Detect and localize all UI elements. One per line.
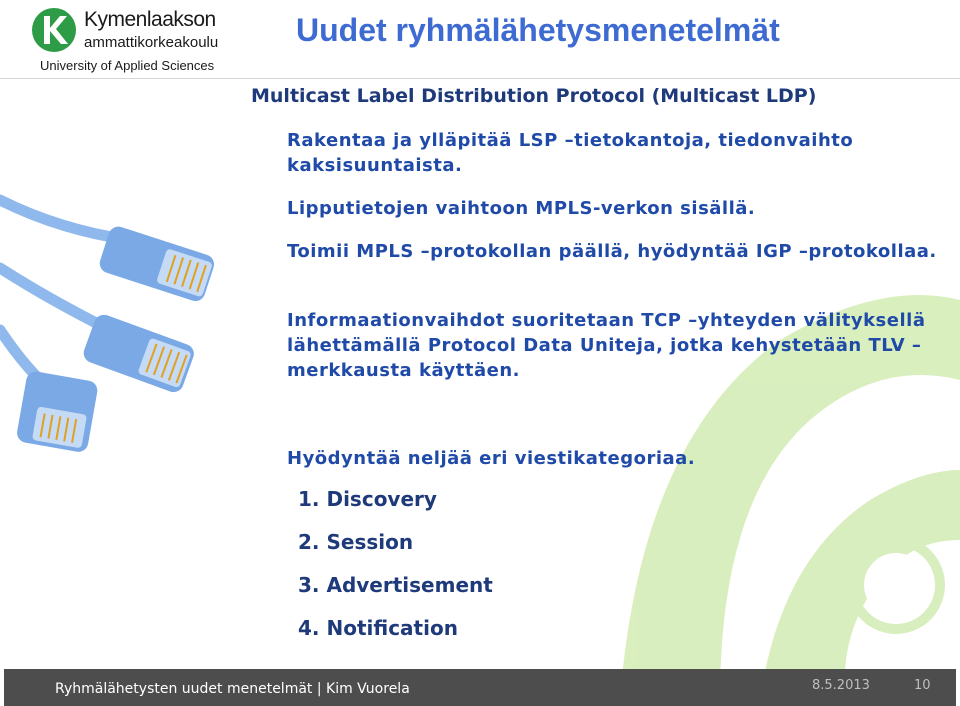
- bullet-item: Lipputietojen vaihtoon MPLS-verkon sisällä.: [287, 198, 756, 219]
- logo-emblem-icon: [30, 6, 78, 54]
- header-divider: [0, 78, 960, 79]
- category-item: 2. Session: [298, 530, 414, 554]
- network-cables-illustration: [0, 200, 217, 453]
- section-heading: Multicast Label Distribution Protocol (Multicast LDP): [251, 85, 817, 107]
- bullet-item: Informaationvaihdot suoritetaan TCP –yhteyden välityksellä lähettämällä Protocol Data Uniteja, jotka kehystetään TLV –merkkausta käyttäen.: [287, 310, 926, 381]
- footer-title: Ryhmälähetysten uudet menetelmät | Kim Vuorela: [55, 681, 410, 697]
- bullet-item: Hyödyntää neljää eri viestikategoriaa.: [287, 448, 696, 469]
- logo-name-line1: Kymenlaakson: [84, 8, 216, 31]
- category-item: 1. Discovery: [298, 487, 437, 511]
- footer-date: 8.5.2013: [812, 678, 870, 693]
- bullet-item: Toimii MPLS –protokollan päällä, hyödyntää IGP –protokollaa.: [287, 241, 937, 262]
- page-number: 10: [914, 678, 931, 693]
- slide-title: Uudet ryhmälähetysmenetelmät: [296, 12, 780, 48]
- logo-name-line3: University of Applied Sciences: [40, 58, 215, 73]
- category-item: 3. Advertisement: [298, 573, 493, 597]
- logo-name-line2: ammattikorkeakoulu: [84, 34, 219, 51]
- university-logo: [30, 4, 230, 74]
- bullet-item: Rakentaa ja ylläpitää LSP –tietokantoja, tiedonvaihto kaksisuuntaista.: [287, 130, 854, 176]
- category-item: 4. Notification: [298, 616, 458, 640]
